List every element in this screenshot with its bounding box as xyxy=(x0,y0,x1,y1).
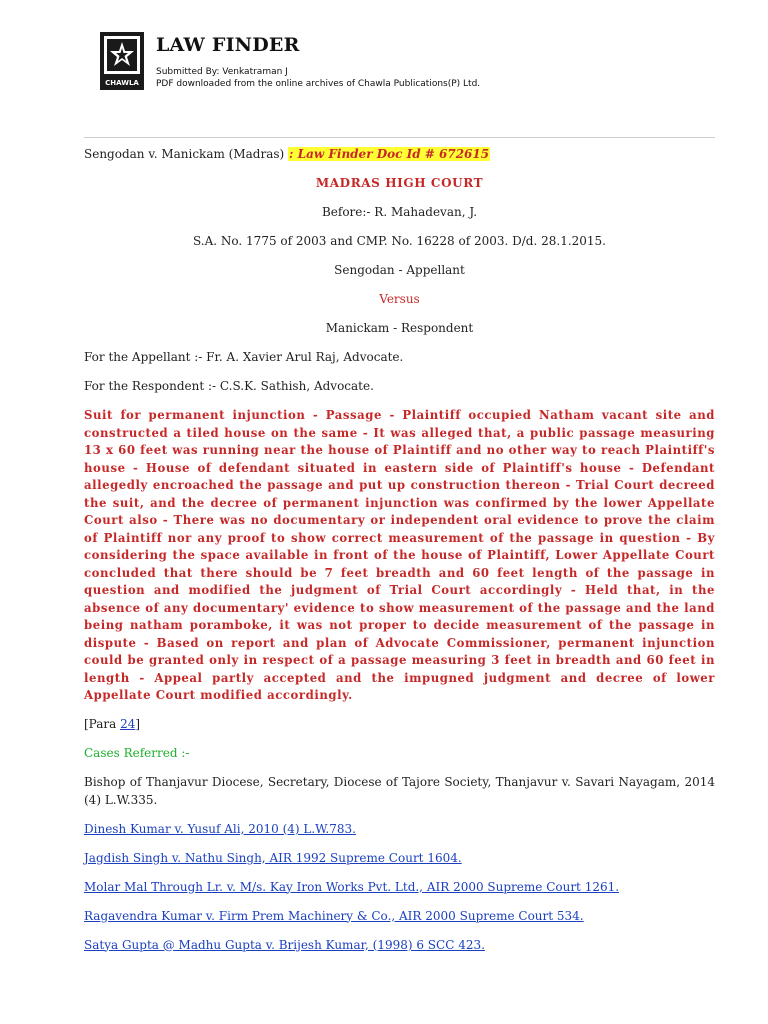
referred-case-link[interactable]: Satya Gupta @ Madhu Gupta v. Brijesh Kumar, (1998) 6 SCC 423. xyxy=(84,937,485,952)
brand-title: LAW FINDER xyxy=(156,34,300,56)
referred-case-link[interactable]: Jagdish Singh v. Nathu Singh, AIR 1992 Supreme Court 1604. xyxy=(84,850,462,865)
referred-case-item xyxy=(84,908,715,926)
referred-case-item xyxy=(84,937,715,955)
document-body xyxy=(84,146,715,966)
document-header xyxy=(100,32,720,96)
referred-case-link[interactable]: Dinesh Kumar v. Yusuf Ali, 2010 (4) L.W.783. xyxy=(84,821,356,836)
bench: Before:- R. Mahadevan, J. xyxy=(321,205,478,219)
case-title-line xyxy=(84,146,715,164)
para-reference xyxy=(84,716,715,734)
para-prefix: [Para xyxy=(84,717,121,731)
respondent: Manickam - Respondent xyxy=(325,321,474,335)
chawla-logo xyxy=(100,32,144,90)
referred-case-item xyxy=(84,821,715,839)
headnote: Suit for permanent injunction - Passage - Plaintiff occupied Natham vacant site and constructed a tiled house on the same - It was alleged that, a public passage measuring 13 x 60 feet was running near the house of Plaintiff and no other way to reach Plaintiff's house - House of defendant situated in eastern side of Plaintiff's house - Defendant allegedly encroached the passage and put up construction thereon - Trial Court decreed the suit, and the decree of permanent injunction was confirmed by the lower Appellate Court also - There was no documentary or independent oral evidence to prove the claim of Plaintiff nor any proof to show correct measurement of the passage in question - By considering the space available in front of the house of Plaintiff, Lower Appellate Court concluded that there should be 7 feet breadth and 60 feet length of the passage in question and modified the judgment of Trial Court accordingly - Held that, in the absence of any documentary' evidence to show measurement of the passage and the land being natham poramboke, it was not proper to decide measurement of the passage in dispute - Based on report and plan of Advocate Commissioner, permanent injunction could be granted only in respect of a passage measuring 3 feet in breadth and 60 feet in length - Appeal partly accepted and the impugned judgment and decree of lower Appellate Court modified accordingly. xyxy=(84,408,715,702)
case-number: S.A. No. 1775 of 2003 and CMP. No. 16228 of 2003. D/d. 28.1.2015. xyxy=(193,234,606,248)
para-link[interactable]: 24 xyxy=(120,717,136,731)
referred-case-link[interactable]: Ragavendra Kumar v. Firm Prem Machinery & Co., AIR 2000 Supreme Court 534. xyxy=(84,908,584,923)
versus: Versus xyxy=(379,292,420,306)
submitted-by: Submitted By: Venkatraman J xyxy=(156,67,288,77)
doc-id: : Law Finder Doc Id # 672615 xyxy=(289,147,490,161)
para-suffix: ] xyxy=(135,717,141,731)
respondent-counsel: For the Respondent :- C.S.K. Sathish, Advocate. xyxy=(84,379,374,393)
cases-referred-heading: Cases Referred :- xyxy=(84,746,190,760)
referred-case-item xyxy=(84,879,715,897)
header-divider xyxy=(84,137,715,138)
download-source: PDF downloaded from the online archives of Chawla Publications(P) Ltd. xyxy=(156,79,481,89)
case-title: Sengodan v. Manickam (Madras) xyxy=(84,147,285,161)
svg-text:CHAWLA: CHAWLA xyxy=(105,79,139,87)
referred-case-item xyxy=(84,850,715,868)
court-name: MADRAS HIGH COURT xyxy=(315,176,484,190)
appellant-counsel: For the Appellant :- Fr. A. Xavier Arul Raj, Advocate. xyxy=(84,350,404,364)
referred-case-link[interactable]: Molar Mal Through Lr. v. M/s. Kay Iron Works Pvt. Ltd., AIR 2000 Supreme Court 1261. xyxy=(84,879,620,894)
referred-case-plain: Bishop of Thanjavur Diocese, Secretary, Diocese of Tajore Society, Thanjavur v. Savari Nayagam, 2014 (4) L.W.335. xyxy=(84,775,715,807)
appellant: Sengodan - Appellant xyxy=(334,263,465,277)
